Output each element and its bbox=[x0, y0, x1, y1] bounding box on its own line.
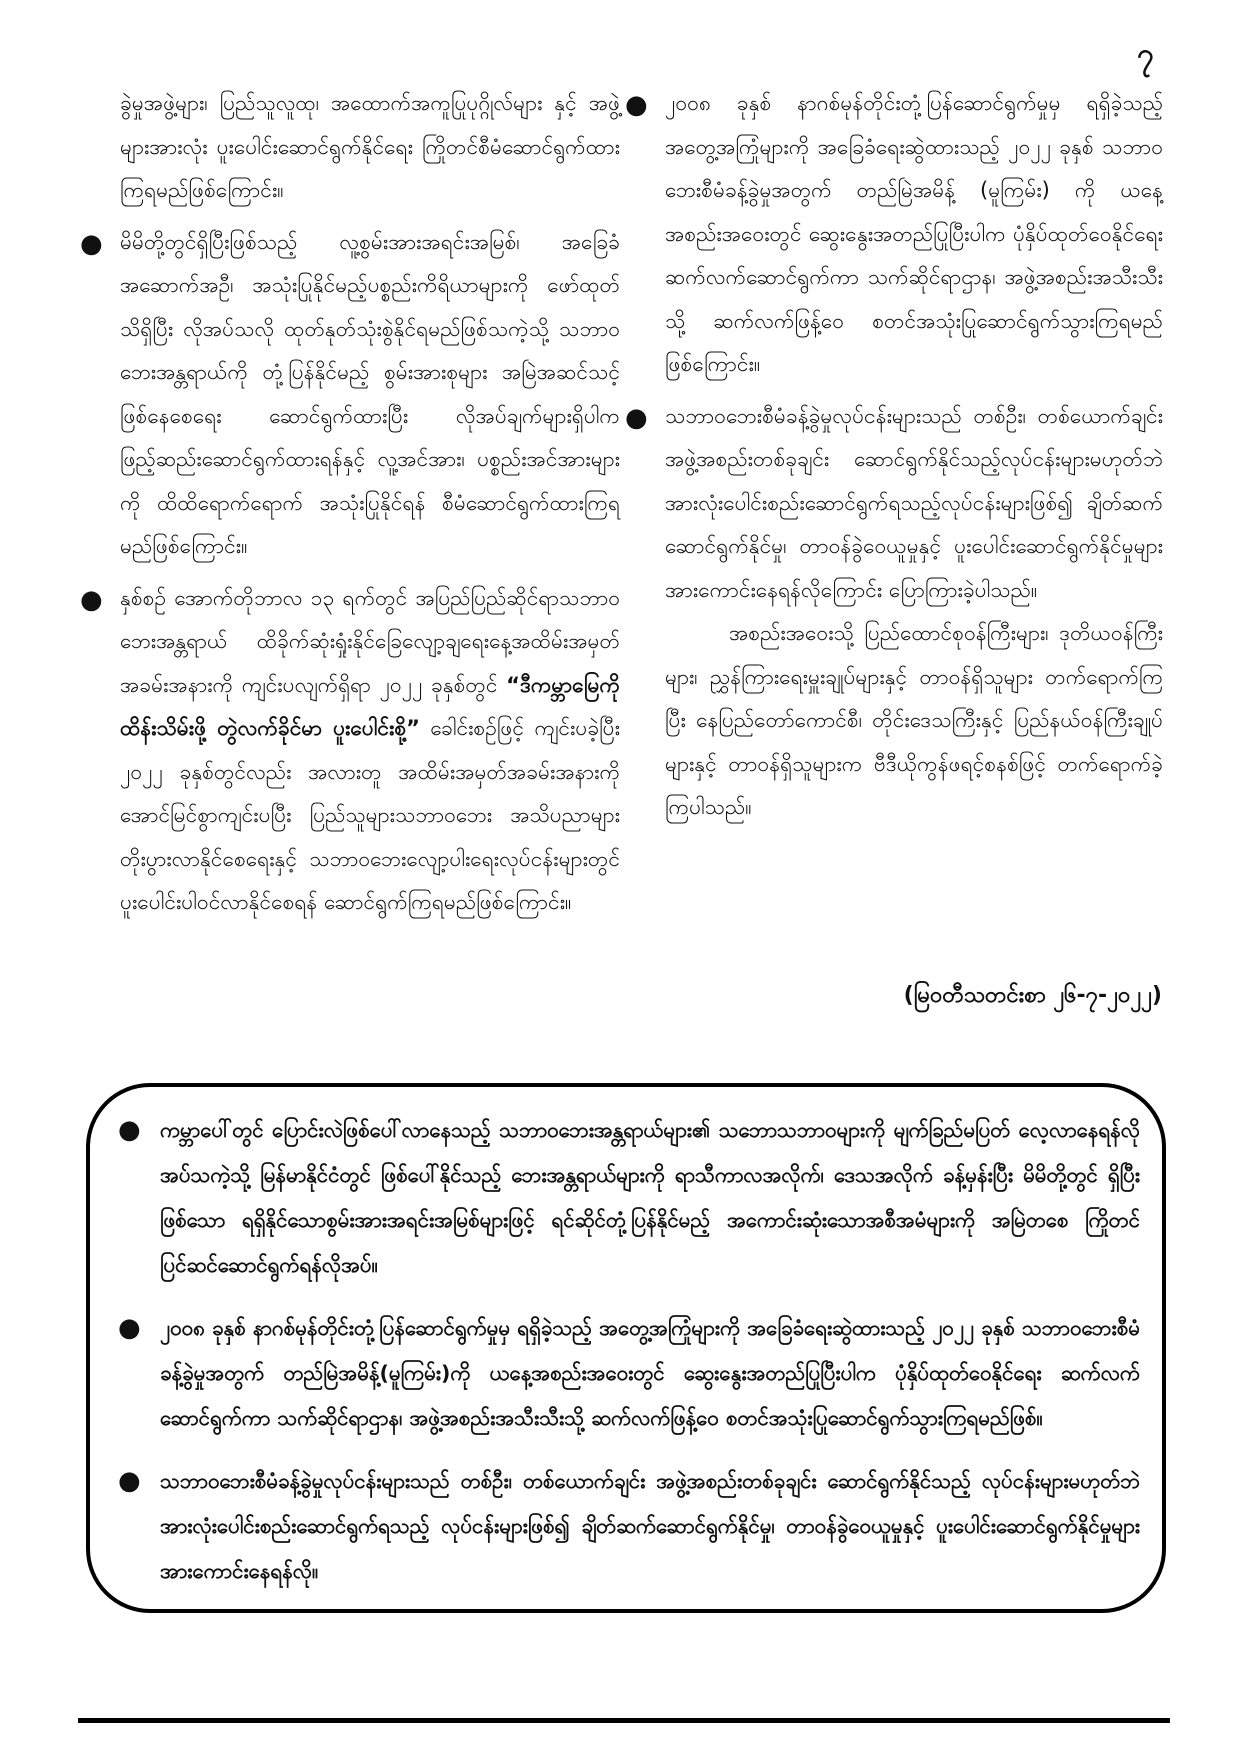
bullet-text: ခေါင်းစဉ်ဖြင့် ကျင်းပခဲ့ပြီး ၂၀၂၂ ခုနှစ်တွင်လည်း အလားတူ အထိမ်းအမှတ်အခမ်းအနားကို အောင်မြင်စွာကျင်းပပြီး ပြည်သူများသဘာဝဘေး အသိပညာများတိုးပွားလာနိုင်စေရေးနှင့် သဘာဝဘေးလျော့ပါးရေးလုပ်ငန်းများတွင် ပူးပေါင်းပါဝင်လာနိုင်စေရန် ဆောင်ရွက်ကြရမည်ဖြစ်ကြောင်း။ bbox=[120, 716, 620, 914]
bullet-icon: ● bbox=[625, 90, 648, 120]
closing-paragraph: အစည်းအဝေးသို့ ပြည်ထောင်စုဝန်ကြီးများ၊ ဒုတိယဝန်ကြီးများ၊ ညွှန်ကြားရေးမှူးချုပ်များနှင့် တာဝန်ရှိသူများ တက်ရောက်ကြပြီး နေပြည်တော်ကောင်စီ၊ တိုင်းဒေသကြီးနှင့် ပြည်နယ်ဝန်ကြီးချုပ်များနှင့် တာဝန်ရှိသူများက ဗီဒီယိုကွန်ဖရင့်စနစ်ဖြင့် တက်ရောက်ခဲ့ကြပါသည်။ bbox=[665, 621, 1163, 819]
event-theme-quote: “ဒီကမ္ဘာမြေကို ထိန်းသိမ်းဖို့ တွဲလက်ခိုင်မာ ပူးပေါင်းစို့” bbox=[120, 672, 620, 740]
summary-text: ကမ္ဘာပေါ်တွင် ပြောင်းလဲဖြစ်ပေါ်လာနေသည့် သဘာဝဘေးအန္တရာယ်များ၏ သဘောသဘာဝများကို မျက်ခြည်မပြတ် လေ့လာနေရန်လိုအပ်သကဲ့သို့ မြန်မာနိုင်ငံတွင် ဖြစ်ပေါ်နိုင်သည့် ဘေးအန္တရာယ်များကို ရာသီကာလအလိုက်၊ ဒေသအလိုက် ခန့်မှန်းပြီး မိမိတို့တွင် ရှိပြီးဖြစ်သော ရရှိနိုင်သောစွမ်းအားအရင်းအမြစ်များဖြင့် ရင်ဆိုင်တုံ့ပြန်နိုင်မည့် အကောင်းဆုံးသောအစီအမံများကို အမြဲတစေ ကြိုတင်ပြင်ဆင်ဆောင်ရွက်ရန်လိုအပ်။ bbox=[160, 1118, 1140, 1277]
list-item bbox=[625, 395, 1163, 613]
summary-text: ၂၀၀၈ ခုနှစ် နာဂစ်မုန်တိုင်းတုံ့ပြန်ဆောင်ရွက်မှုမှ ရရှိခဲ့သည့် အတွေ့အကြုံများကို အခြေခံရေးဆွဲထားသည့် ၂၀၂၂ ခုနှစ် သဘာဝဘေးစီမံခန့်ခွဲမှုအတွက် တည်မြဲအမိန့်(မူကြမ်း)ကို ယနေ့အစည်းအဝေးတွင် ဆွေးနွေးအတည်ပြုပြီးပါက ပုံနှိပ်ထုတ်ဝေနိုင်ရေး ဆက်လက်ဆောင်ရွက်ကာ သက်ဆိုင်ရာဌာန၊ အဖွဲ့အစည်းအသီးသီးသို့ ဆက်လက်ဖြန့်ဝေ စတင်အသုံးပြုဆောင်ရွက်သွားကြရမည်ဖြစ်။ bbox=[160, 1316, 1140, 1430]
summary-text: သဘာဝဘေးစီမံခန့်ခွဲမှုလုပ်ငန်းများသည် တစ်ဦး၊ တစ်ယောက်ချင်း အဖွဲ့အစည်းတစ်ခုချင်း ဆောင်ရွက်နိုင်သည့် လုပ်ငန်းများမဟုတ်ဘဲ အားလုံးပေါင်းစည်းဆောင်ရွက်ရသည့် လုပ်ငန်းများဖြစ်၍ ချိတ်ဆက်ဆောင်ရွက်နိုင်မှု၊ တာဝန်ခွဲဝေယူမှုနှင့် ပူးပေါင်းဆောင်ရွက်နိုင်မှုများ အားကောင်းနေရန်လို။ bbox=[160, 1469, 1140, 1583]
bullet-text: မိမိတို့တွင်ရှိပြီးဖြစ်သည့် လူ့စွမ်းအားအရင်းအမြစ်၊ အခြေခံအဆောက်အဦ၊ အသုံးပြုနိုင်မည့်ပစ္စည်းကိရိယာများကို ဖော်ထုတ်သိရှိပြီး လိုအပ်သလို ထုတ်နုတ်သုံးစွဲနိုင်ရမည်ဖြစ်သကဲ့သို့ သဘာဝဘေးအန္တရာယ်ကို တုံ့ပြန်နိုင်မည့် စွမ်းအားစုများ အမြဲအဆင်သင့်ဖြစ်နေစေရေး ဆောင်ရွက်ထားပြီး လိုအပ်ချက်များရှိပါက ဖြည့်ဆည်းဆောင်ရွက်ထားရန်နှင့် လူ့အင်အား၊ ပစ္စည်းအင်အားများကို ထိထိရောက်ရောက် အသုံးပြုနိုင်ရန် စီမံဆောင်ရွက်ထားကြရမည်ဖြစ်ကြောင်း။ bbox=[120, 229, 620, 558]
right-column bbox=[625, 82, 1163, 830]
source-citation: (မြဝတီသတင်းစာ ၂၆-၇-၂၀၂၂) bbox=[903, 983, 1162, 1008]
list-item bbox=[625, 82, 1163, 387]
bullet-icon: ● bbox=[80, 228, 103, 259]
bullet-icon: ● bbox=[625, 402, 648, 433]
bullet-icon: ● bbox=[118, 1313, 141, 1343]
page-number: ၇ bbox=[1137, 37, 1154, 72]
continuation-paragraph: ခွဲမှုအဖွဲ့များ၊ ပြည်သူလူထု၊ အထောက်အကူပြုပုဂ္ဂိုလ်များ နှင့် အဖွဲ့များအားလုံး ပူးပေါင်းဆောင်ရွက်နိုင်ရေး ကြိုတင်စီမံဆောင်ရွက်ထားကြရမည်ဖြစ်ကြောင်း။ bbox=[120, 91, 620, 202]
summary-item bbox=[118, 1108, 1140, 1288]
left-column bbox=[80, 82, 620, 925]
summary-item bbox=[118, 1459, 1140, 1594]
bullet-text: သဘာဝဘေးစီမံခန့်ခွဲမှုလုပ်ငန်းများသည် တစ်ဦး၊ တစ်ယောက်ချင်း အဖွဲ့အစည်းတစ်ခုချင်း ဆောင်ရွက်နိုင်သည့်လုပ်ငန်းများမဟုတ်ဘဲ အားလုံးပေါင်းစည်းဆောင်ရွက်ရသည့်လုပ်ငန်းများဖြစ်၍ ချိတ်ဆက်ဆောင်ရွက်နိုင်မှု၊ တာဝန်ခွဲဝေယူမှုနှင့် ပူးပေါင်းဆောင်ရွက်နိုင်မှုများ အားကောင်းနေရန်လိုကြောင်း ပြောကြားခဲ့ပါသည်။ bbox=[665, 403, 1163, 602]
list-item bbox=[80, 577, 620, 925]
bullet-icon: ● bbox=[80, 584, 103, 615]
list-item bbox=[80, 221, 620, 569]
summary-item bbox=[118, 1306, 1140, 1441]
bullet-text: ၂၀၀၈ ခုနှစ် နာဂစ်မုန်တိုင်းတုံ့ပြန်ဆောင်ရွက်မှုမှ ရရှိခဲ့သည့် အတွေ့အကြုံများကို အခြေခံရေးဆွဲထားသည့် ၂၀၂၂ ခုနှစ် သဘာဝဘေးစီမံခန့်ခွဲမှုအတွက် တည်မြဲအမိန့် (မူကြမ်း) ကို ယနေ့အစည်းအဝေးတွင် ဆွေးနွေးအတည်ပြုပြီးပါက ပုံနှိပ်ထုတ်ဝေနိုင်ရေး ဆက်လက်ဆောင်ရွက်ကာ သက်ဆိုင်ရာဌာန၊ အဖွဲ့အစည်းအသီးသီးသို့ ဆက်လက်ဖြန့်ဝေ စတင်အသုံးပြုဆောင်ရွက်သွားကြရမည်ဖြစ်ကြောင်း။ bbox=[665, 91, 1163, 376]
summary-list bbox=[118, 1108, 1140, 1612]
footer-rule bbox=[78, 1718, 1170, 1723]
bullet-icon: ● bbox=[118, 1115, 141, 1145]
bullet-text: နှစ်စဉ် အောက်တိုဘာလ ၁၃ ရက်တွင် အပြည်ပြည်ဆိုင်ရာသဘာဝဘေးအန္တရာယ် ထိခိုက်ဆုံးရှုံးနိုင်ခြေလျော့ချရေးနေ့အထိမ်းအမှတ်အခမ်းအနားကို ကျင်းပလျက်ရှိရာ ၂၀၂၂ ခုနှစ်တွင် bbox=[120, 585, 620, 697]
bullet-icon: ● bbox=[118, 1466, 141, 1496]
